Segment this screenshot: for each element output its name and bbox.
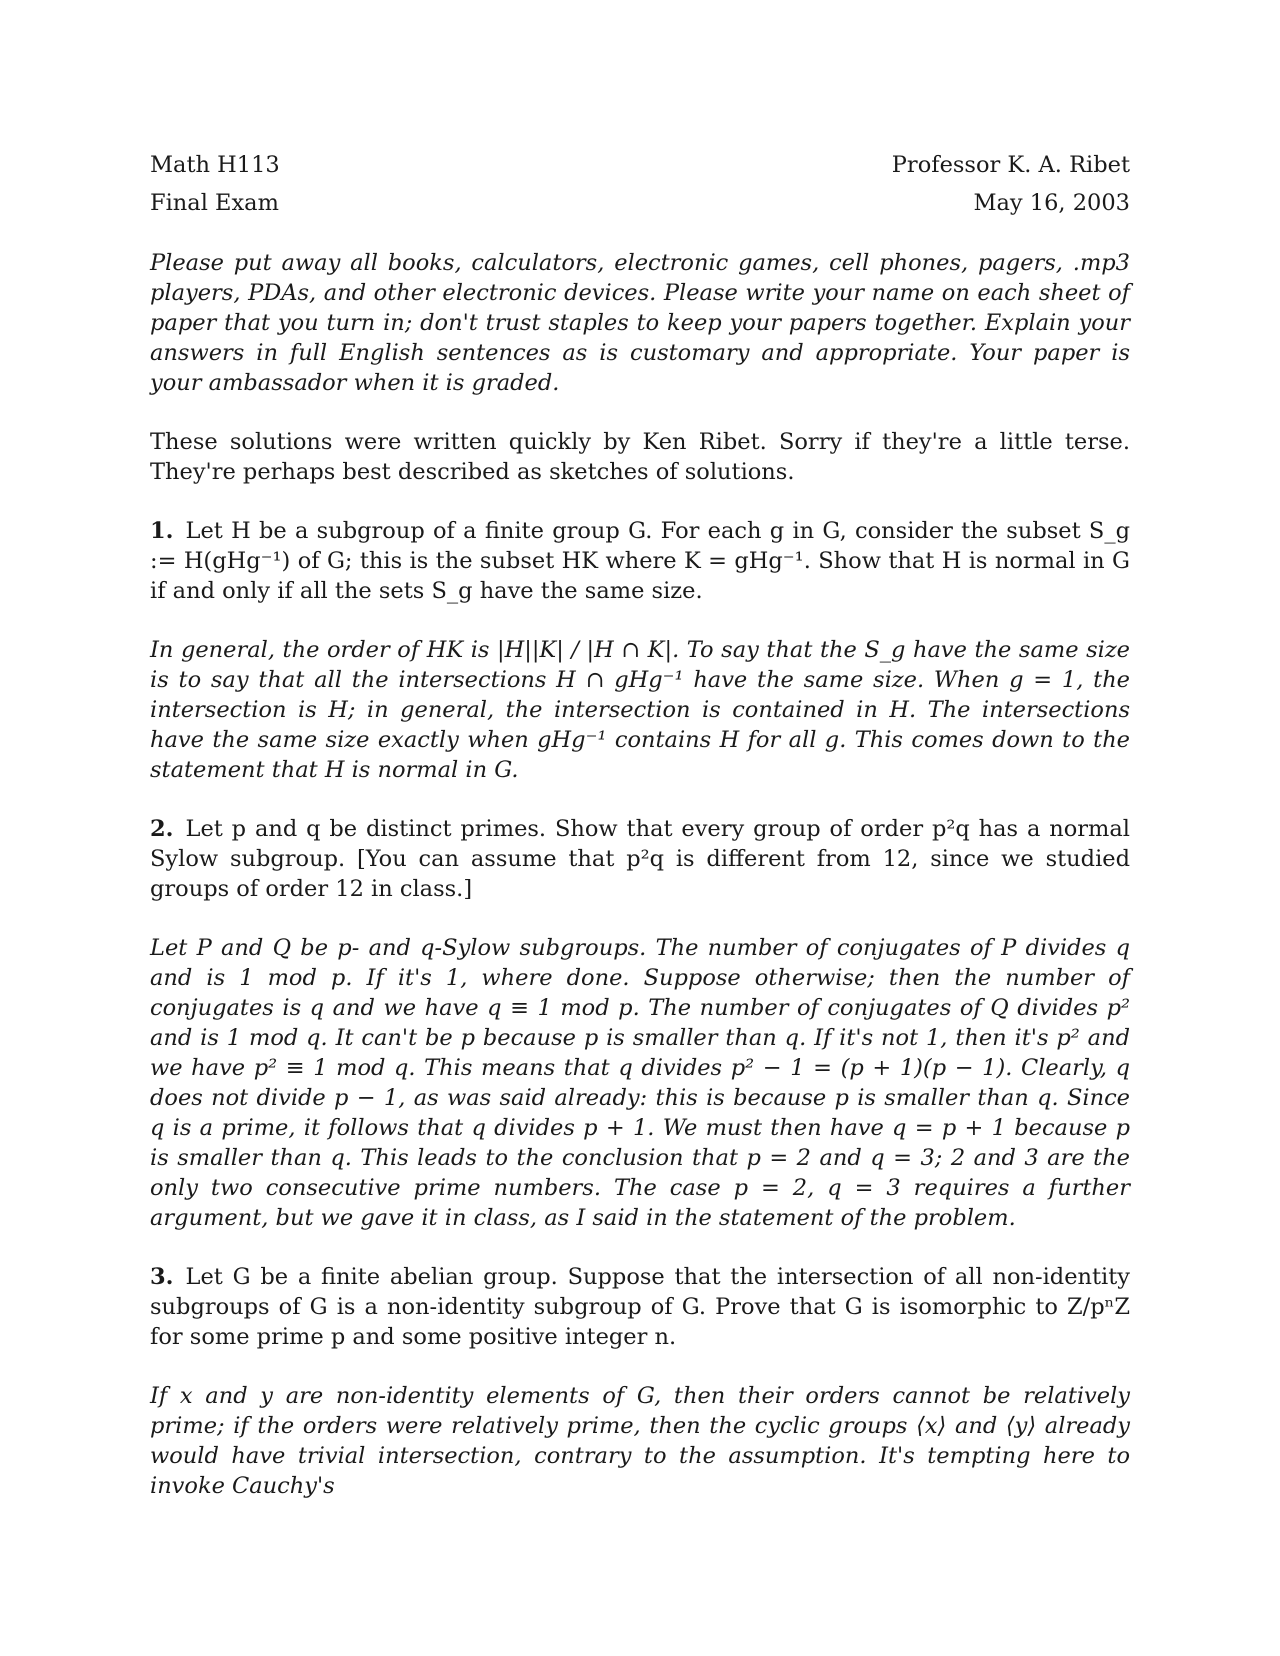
exam-date: May 16, 2003 bbox=[973, 190, 1130, 216]
instructions-paragraph: Please put away all books, calculators, electronic games, cell phones, pagers, .mp3 players, PDAs, and other electronic devices. Please write your name on each sheet of paper that you turn in; don't trust staples to keep your papers together. Explain your answers in full English sentences as is customary and appropriate. Your paper is your ambassador when it is graded. bbox=[150, 250, 1130, 396]
problem-1-text: Let H be a subgroup of a finite group G. For each g in G, consider the subset S_g := H(gHg⁻¹) of G; this is the subset HK where K = gHg⁻¹. Show that H is normal in G if and only if all the sets S_g have the same size. bbox=[150, 518, 1130, 604]
problem-1-solution: In general, the order of HK is |H||K| / |H ∩ K|. To say that the S_g have the same size is to say that all the intersections H ∩ gHg⁻¹ have the same size. When g = 1, the intersection is H; in general, the intersection is contained in H. The intersections have the same size exactly when gHg⁻¹ contains H for all g. This comes down to the statement that H is normal in G. bbox=[150, 637, 1130, 783]
exam-page bbox=[150, 150, 1130, 1501]
problem-2-statement bbox=[150, 814, 1130, 904]
problem-3-text: Let G be a finite abelian group. Suppose that the intersection of all non-identity subgroups of G is a non-identity subgroup of G. Prove that G is isomorphic to Z/pⁿZ for some prime p and some positive integer n. bbox=[150, 1264, 1130, 1350]
problem-2-text: Let p and q be distinct primes. Show that every group of order p²q has a normal Sylow subgroup. [You can assume that p²q is different from 12, since we studied groups of order 12 in class.] bbox=[150, 816, 1130, 902]
problem-3-solution: If x and y are non-identity elements of G, then their orders cannot be relatively prime; if the orders were relatively prime, then the cyclic groups ⟨x⟩ and ⟨y⟩ already would have trivial intersection, contrary to the assumption. It's tempting here to invoke Cauchy's bbox=[150, 1383, 1130, 1499]
exam-title: Final Exam bbox=[150, 190, 279, 216]
problem-2-number: 2. bbox=[150, 816, 174, 842]
problem-3-number: 3. bbox=[150, 1264, 174, 1290]
solutions-note: These solutions were written quickly by Ken Ribet. Sorry if they're a little terse. They're perhaps best described as sketches of solutions. bbox=[150, 429, 1130, 485]
problem-2-solution: Let P and Q be p- and q-Sylow subgroups. The number of conjugates of P divides q and is 1 mod p. If it's 1, where done. Suppose otherwise; then the number of conjugates is q and we have q ≡ 1 mod p. The number of conjugates of Q divides p² and is 1 mod q. It can't be p because p is smaller than q. If it's not 1, then it's p² and we have p² ≡ 1 mod q. This means that q divides p² − 1 = (p + 1)(p − 1). Clearly, q does not divide p − 1, as was said already: this is because p is smaller than q. Since q is a prime, it follows that q divides p + 1. We must then have q = p + 1 because p is smaller than q. This leads to the conclusion that p = 2 and q = 3; 2 and 3 are the only two consecutive prime numbers. The case p = 2, q = 3 requires a further argument, but we gave it in class, as I said in the statement of the problem. bbox=[150, 935, 1130, 1231]
header-row-1 bbox=[150, 150, 1130, 180]
course-title: Math H113 bbox=[150, 152, 280, 178]
professor-name: Professor K. A. Ribet bbox=[891, 152, 1130, 178]
problem-1-statement bbox=[150, 516, 1130, 606]
problem-3-statement bbox=[150, 1262, 1130, 1352]
header-row-2 bbox=[150, 188, 1130, 218]
problem-1-number: 1. bbox=[150, 518, 174, 544]
